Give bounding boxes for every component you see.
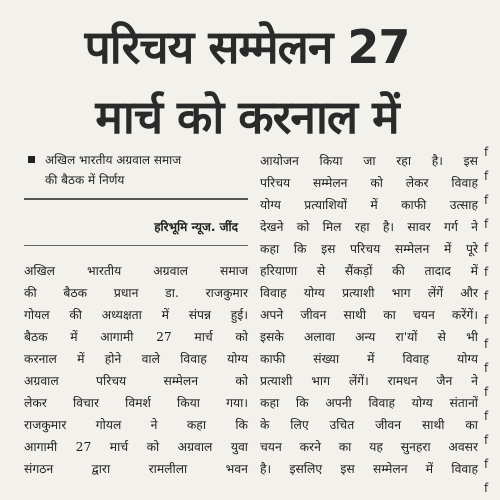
right-body [260, 150, 478, 480]
bullet-icon [28, 156, 35, 163]
text-line: परिचय सम्मेलन को लेकर विवाह [260, 176, 478, 190]
text-line: देखने को मिल रहा है। सावर गर्ग ने [260, 220, 478, 234]
text-line: लेकर विचार विमर्श किया गया। [24, 396, 248, 410]
text-line: है। इसलिए इस सम्मेलन में विवाह [260, 462, 478, 476]
text-line: की बैठक प्रधान डा. राजकुमार [24, 286, 248, 300]
divider [24, 245, 248, 246]
fragment-char: f [484, 289, 489, 303]
text-line: संगठन द्वारा रामलीला भवन [24, 462, 248, 476]
text-line: कहा कि अपनी विवाह योग्य संतानों [260, 396, 478, 410]
fragment-char: f [484, 169, 489, 183]
fragment-char: f [484, 361, 489, 375]
text-line: काफी संख्या में विवाह योग्य [260, 352, 478, 366]
fragment-char: f [484, 313, 489, 327]
text-line: राजकुमार गोयल ने कहा कि [24, 418, 248, 432]
text-line: कहा कि इस परिचय सम्मेलन में पूरे [260, 242, 478, 256]
text-line: बैठक में आगामी 27 मार्च को [24, 330, 248, 344]
fragment-char: f [484, 241, 489, 255]
left-body [24, 260, 248, 480]
right-column [260, 150, 478, 480]
fragment-char: f [484, 409, 489, 423]
text-line: अपने जीवन साथी का चयन करेंगें। [260, 308, 478, 322]
text-line: आगामी 27 मार्च को अग्रवाल युवा [24, 440, 248, 454]
fragment-char: f [484, 265, 489, 279]
highlight-text [45, 150, 181, 190]
fragment-char: f [484, 481, 489, 495]
text-line: प्रत्याशी भाग लेंगें। रामधन जैन ने [260, 374, 478, 388]
highlight-box [24, 150, 248, 190]
text-line: गोयल की अध्यक्षता में संपन्न हुई। [24, 308, 248, 322]
fragment-char: f [484, 433, 489, 447]
text-line: करनाल में होने वाले विवाह योग्य [24, 352, 248, 366]
byline: हरिभूमि न्यूज. जींद [154, 220, 238, 234]
text-line: के लिए उचित जीवन साथी का [260, 418, 478, 432]
highlight-line: की बैठक में निर्णय [45, 173, 125, 187]
highlight-line: अखिल भारतीय अग्रवाल समाज [45, 153, 182, 167]
headline-line-1: परिचय सम्मेलन 27 [84, 20, 410, 74]
adjacent-column-fragment [484, 140, 500, 500]
text-line: योग्य प्रत्याशियों में काफी उत्साह [260, 198, 478, 212]
text-line: आयोजन किया जा रहा है। इस [260, 154, 478, 168]
left-column [24, 150, 248, 480]
fragment-char: f [484, 145, 489, 159]
divider [24, 198, 248, 200]
fragment-char: f [484, 217, 489, 231]
text-line: अग्रवाल परिचय सम्मेलन को [24, 374, 248, 388]
fragment-char: f [484, 193, 489, 207]
text-line: विवाह योग्य प्रत्याशी भाग लेंगें और [260, 286, 478, 300]
fragment-char: f [484, 337, 489, 351]
headline-line-2: मार्च को करनाल में [95, 90, 399, 144]
fragment-char: f [484, 385, 489, 399]
fragment-char: f [484, 457, 489, 471]
text-line: अखिल भारतीय अग्रवाल समाज [24, 264, 248, 278]
text-line: हरियाणा से सैंकड़ों की तादाद में [260, 264, 478, 278]
text-line: चयन करने का यह सुनहरा अवसर [260, 440, 478, 454]
text-line: इसके अलावा अन्य रा'यों से भी [260, 330, 478, 344]
